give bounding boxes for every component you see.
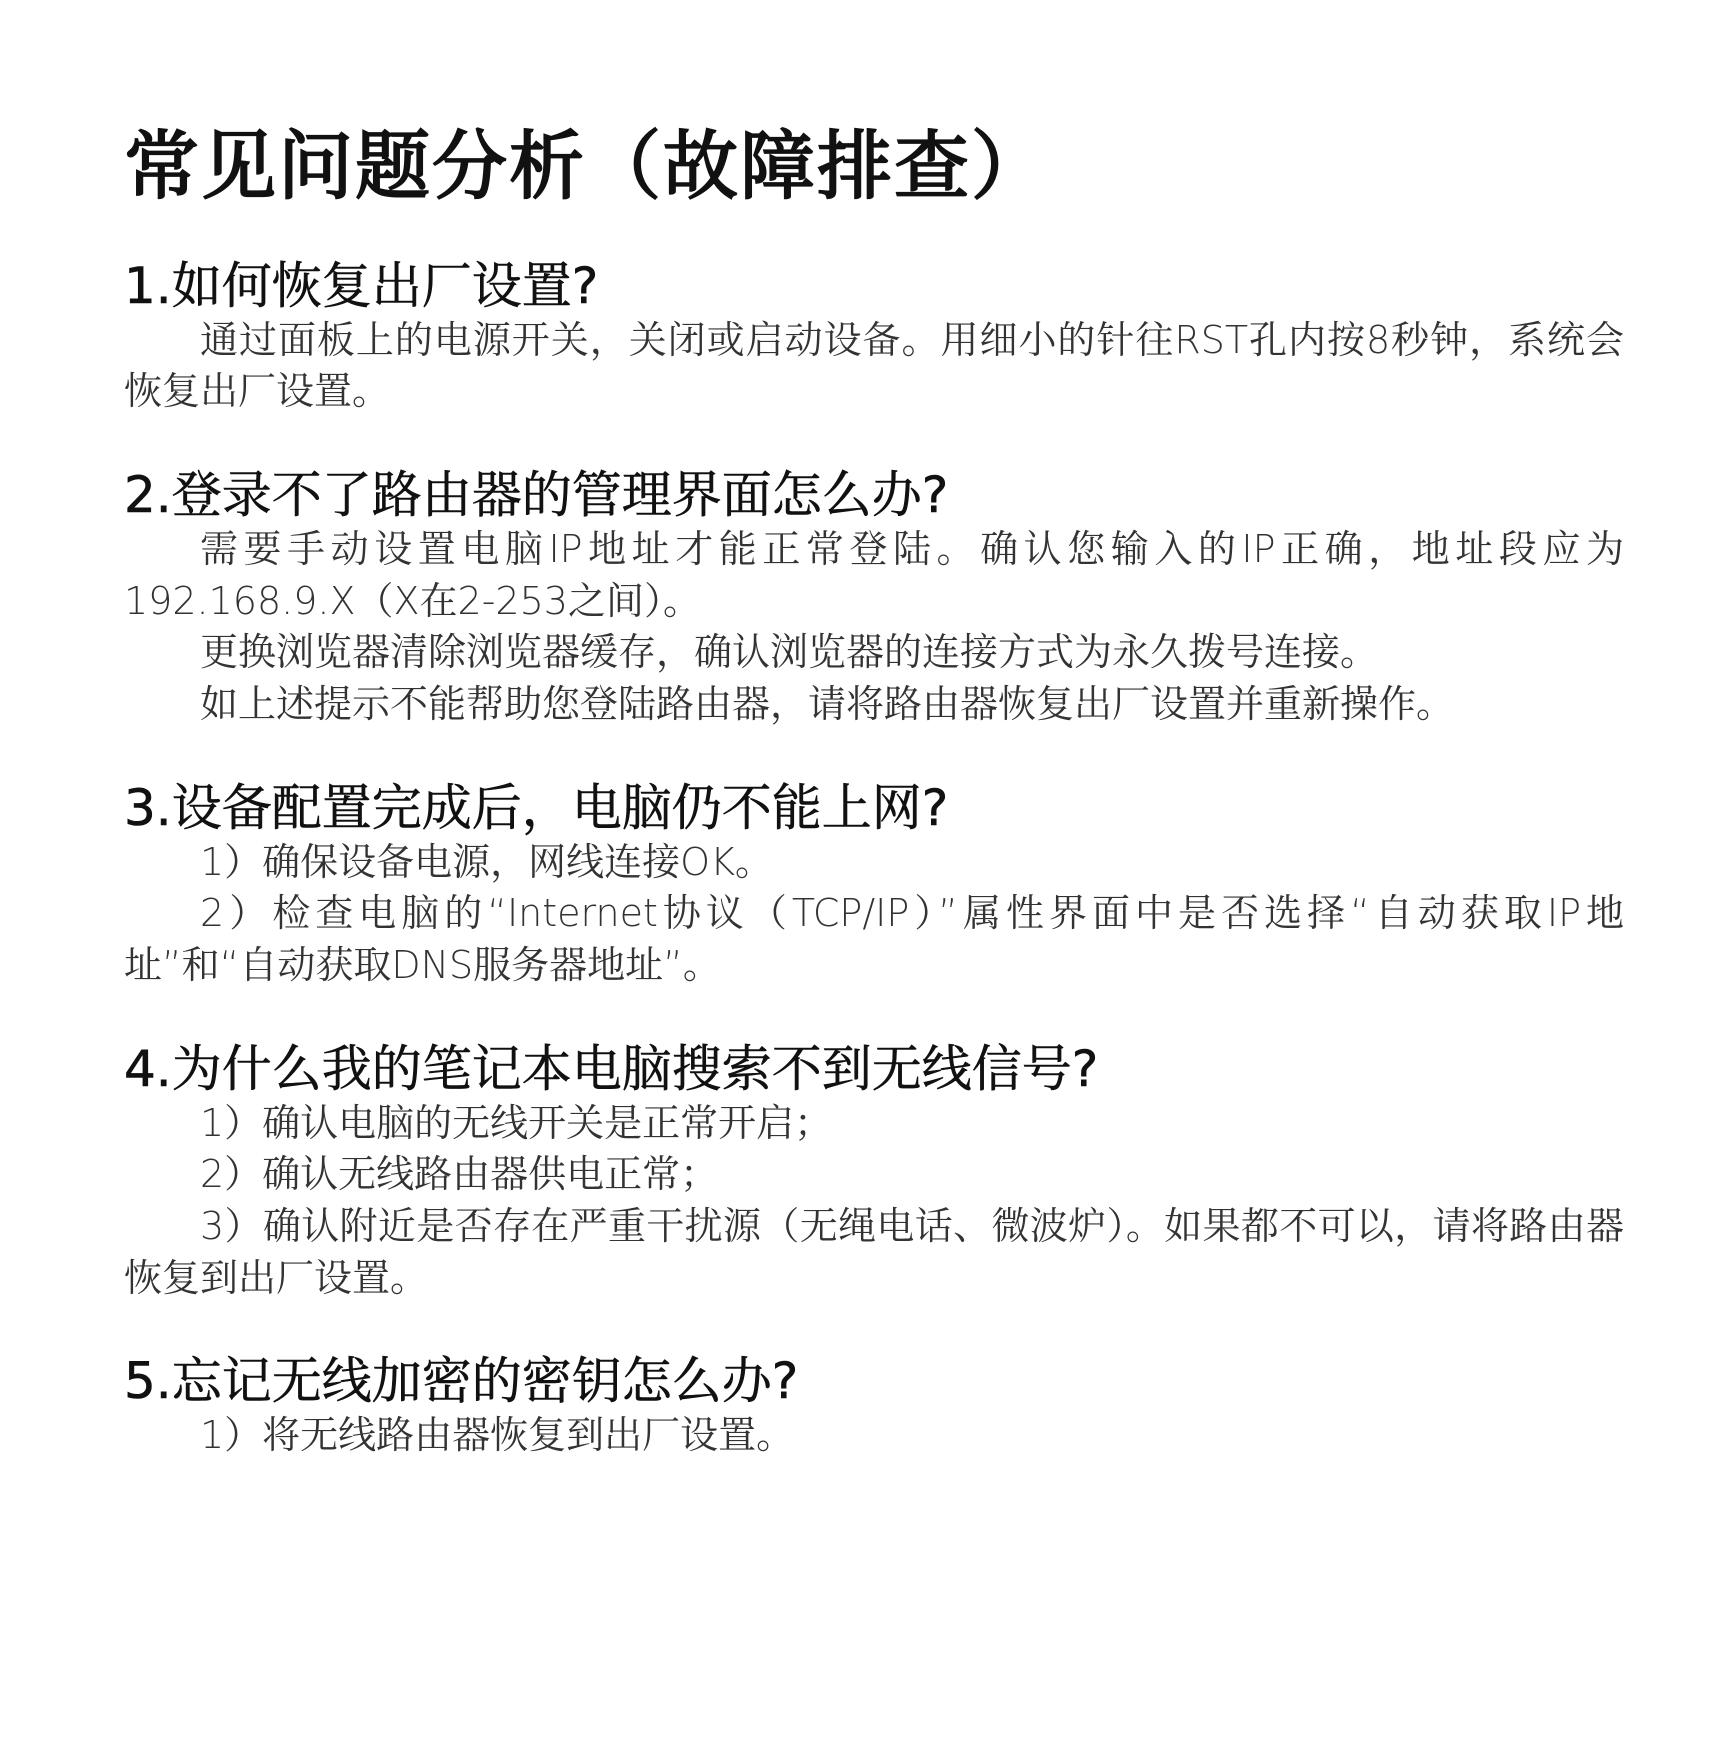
answer-paragraph: 通过面板上的电源开关，关闭或启动设备。用细小的针往RST孔内按8秒钟，系统会恢复出厂设置。: [124, 317, 1624, 414]
question-heading: 5.忘记无线加密的密钥怎么办?: [124, 1352, 799, 1411]
question-heading: 1.如何恢复出厂设置?: [124, 256, 599, 315]
page-title: 常见问题分析（故障排查）: [124, 122, 1049, 210]
answer-paragraph: 2）检查电脑的“Internet协议（TCP/IP）”属性界面中是否选择“自动获取IP地址”和“自动获取DNS服务器地址”。: [124, 891, 1624, 988]
question-heading: 3.设备配置完成后，电脑仍不能上网?: [124, 778, 949, 837]
faq-section-2: [124, 466, 1624, 731]
question-heading: 2.登录不了路由器的管理界面怎么办?: [124, 466, 949, 525]
answer-paragraph: 更换浏览器清除浏览器缓存，确认浏览器的连接方式为永久拨号连接。: [200, 630, 1379, 675]
faq-section-4: [124, 1040, 1624, 1305]
answer-paragraph: 1）确认电脑的无线开关是正常开启；: [200, 1100, 833, 1145]
answer-paragraph: 1）将无线路由器恢复到出厂设置。: [200, 1413, 795, 1458]
faq-section-3: [124, 779, 1624, 992]
faq-section-5: [124, 1352, 1624, 1462]
faq-document: [124, 120, 1624, 1462]
question-heading: 4.为什么我的笔记本电脑搜索不到无线信号?: [124, 1039, 1099, 1098]
answer-paragraph: 2）确认无线路由器供电正常；: [200, 1152, 719, 1197]
answer-paragraph: 如上述提示不能帮助您登陆路由器，请将路由器恢复出厂设置并重新操作。: [200, 682, 1455, 727]
faq-section-1: [124, 257, 1624, 418]
answer-paragraph: 需要手动设置电脑IP地址才能正常登陆。确认您输入的IP正确，地址段应为192.168.9.X（X在2-253之间）。: [124, 527, 1624, 623]
answer-paragraph: 1）确保设备电源，网线连接OK。: [200, 839, 774, 884]
answer-paragraph: 3）确认附近是否存在严重干扰源（无绳电话、微波炉）。如果都不可以，请将路由器恢复到出厂设置。: [124, 1204, 1624, 1300]
